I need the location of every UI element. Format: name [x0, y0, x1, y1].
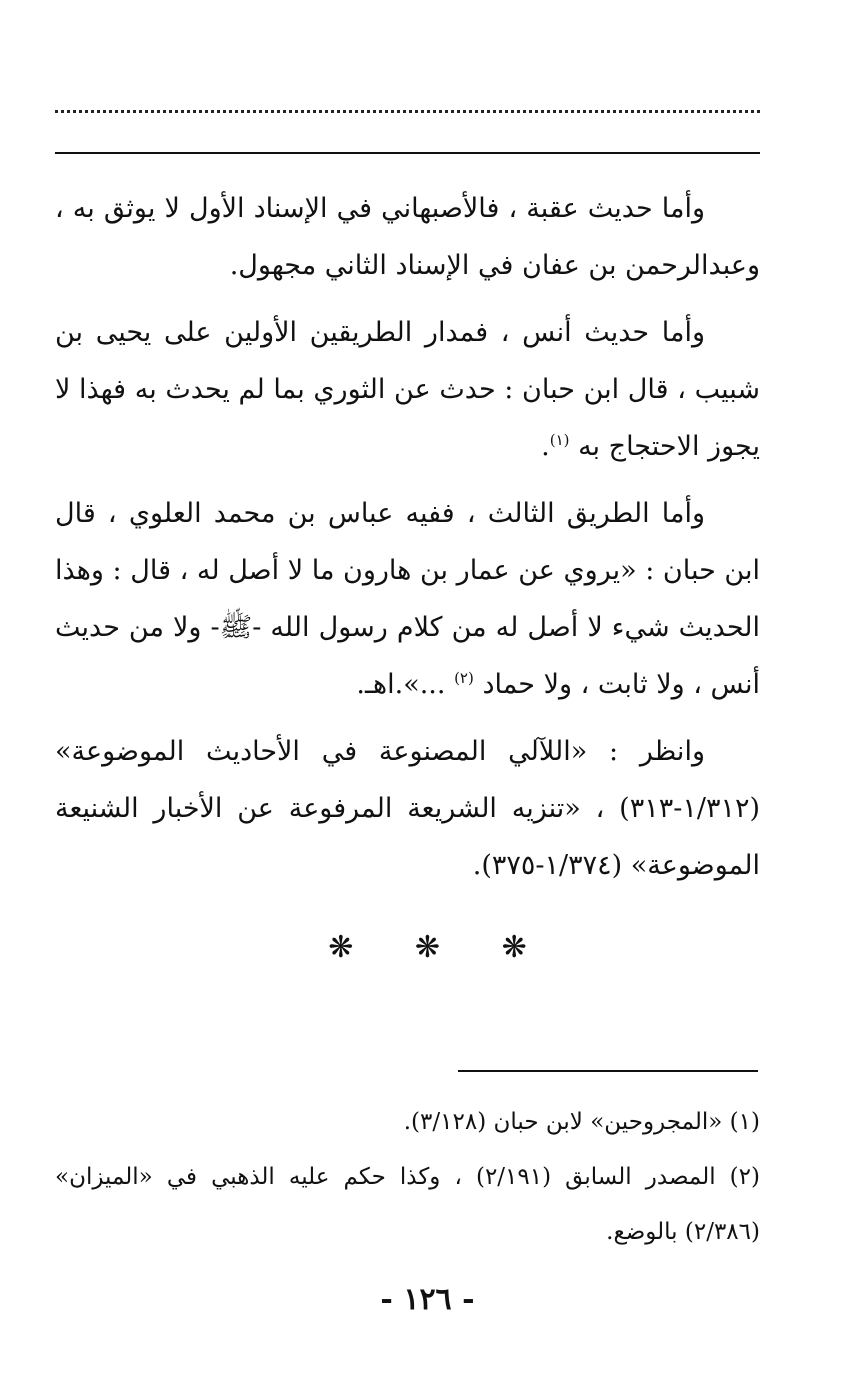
paragraph-end: . [541, 431, 550, 462]
footnote-2: (٢) المصدر السابق (٢/١٩١) ، وكذا حكم عليه الذهبي في «الميزان» (٢/٣٨٦) بالوضع. [55, 1164, 760, 1245]
main-text [55, 180, 760, 904]
paragraph-text: وانظر : «اللآلي المصنوعة في الأحاديث الموضوعة» (١/٣١٢-٣١٣) ، «تنزيه الشريعة المرفوعة عن الأخبار الشنيعة الموضوعة» (١/٣٧٤-٣٧٥). [55, 736, 760, 881]
paragraph-text: وأما حديث أنس ، فمدار الطريقين الأولين على يحيى بن شبيب ، قال ابن حبان : حدث عن الثوري بما لم يحدث به فهذا لا يجوز الاحتجاج به [55, 317, 760, 462]
header-dotted-rule [55, 110, 760, 113]
paragraph-references [55, 723, 760, 894]
footnote-marker-2: (٢) [454, 669, 474, 687]
paragraph-text: وأما حديث عقبة ، فالأصبهاني في الإسناد الأول لا يوثق به ، وعبدالرحمن بن عفان في الإسناد الثاني مجهول. [55, 193, 760, 281]
paragraph-anas [55, 304, 760, 475]
page-number: - ١٢٦ - [380, 1282, 475, 1317]
star-ornament-icon: ❋ [501, 930, 527, 965]
star-ornament-icon: ❋ [328, 930, 354, 965]
footnote-rule [458, 1070, 758, 1072]
footnote-marker-1: (١) [549, 431, 570, 449]
header-rule [55, 152, 760, 154]
footnote-1: (١) «المجروحين» لابن حبان (٣/١٢٨). [403, 1109, 760, 1135]
paragraph-third-path [55, 485, 760, 713]
footnotes [55, 1095, 760, 1260]
paragraph-text: وأما الطريق الثالث ، ففيه عباس بن محمد العلوي ، قال ابن حبان : «يروي عن عمار بن هارون ما لا أصل له ، قال : وهذا الحديث شيء لا أصل له من كلام رسول الله -ﷺ- ولا من حديث أنس ، ولا ثابت ، ولا حماد [55, 498, 760, 700]
star-ornament-icon: ❋ [414, 930, 441, 965]
paragraph-end: ...».اهـ. [356, 669, 455, 700]
section-separator [0, 930, 855, 965]
paragraph-uqba [55, 180, 760, 294]
